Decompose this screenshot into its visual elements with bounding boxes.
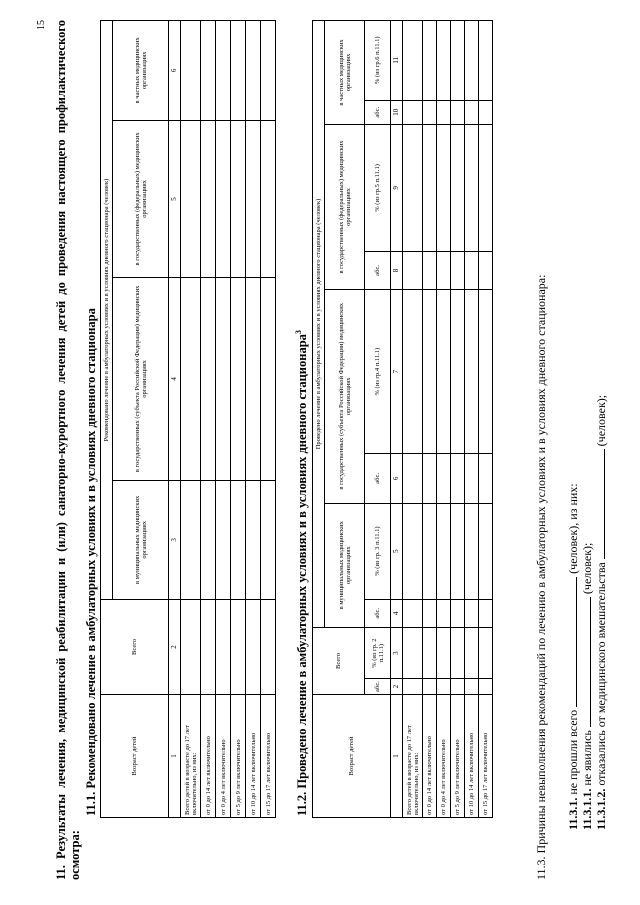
table2-pct: % (из гр.5 п.11.1)	[365, 124, 391, 251]
table1-row-label: от 10 до 14 лет включительно	[246, 695, 261, 818]
table1-row-label: от 5 до 9 лет включительно	[231, 695, 246, 818]
table2-num: 6	[391, 454, 403, 503]
input-blank[interactable]	[590, 597, 591, 727]
table2-group-header: Проведено лечение в амбулаторных условиях и в условиях дневного стационара (человек)	[313, 21, 325, 628]
rotated-page	[36, 20, 640, 880]
table2-pct: % (из гр. 2 п.11.1)	[365, 627, 391, 678]
table2-abs: абс.	[365, 454, 391, 503]
section-heading-text: 11. Результаты лечения, медицинской реабилитации и (или) санаторно-курортного лечения детей до проведения настоящего профилактического осмотра:	[54, 20, 82, 880]
table2-pct: % (из гр.4 п.11.1)	[365, 290, 391, 454]
reason-item-2	[580, 543, 594, 830]
reason-item-num: 11.3.1.1.	[580, 788, 594, 830]
table2-abs: абс.	[365, 679, 391, 695]
table1-num: 6	[169, 21, 181, 121]
table2-num: 4	[391, 599, 403, 627]
table2-title	[294, 330, 310, 816]
page-number: 15	[36, 20, 47, 30]
reason-item-text: (человек);	[594, 394, 608, 447]
table2-row-label: от 5 до 9 лет включительно	[451, 695, 465, 818]
table1-col-mun: в муниципальных медицинских организациях	[113, 480, 169, 599]
table1-group-header: Рекомендовано лечение в амбулаторных условиях и в условиях дневного стационара (человек)	[101, 21, 113, 600]
reason-item-text: (человек);	[580, 542, 594, 595]
reason-item-num: 11.3.1.	[566, 797, 580, 830]
footnote-mark: 3	[294, 330, 303, 335]
table2-num: 5	[391, 503, 403, 599]
table1-row-label: от 15 до 17 лет включительно	[261, 695, 276, 818]
section-heading	[54, 20, 82, 880]
table1-num: 2	[169, 600, 181, 695]
table2-abs: абс.	[365, 100, 391, 124]
table2-col-total: Всего	[313, 627, 365, 694]
table2-num: 10	[391, 100, 403, 124]
table2-row-label: Всего детей в возрасте до 17 лет включительно, из них:	[403, 695, 423, 818]
table2	[312, 20, 493, 818]
table1-col-state-fed: в государственных (федеральных) медицинских организациях	[113, 120, 169, 277]
table2-row-label: от 0 до 14 лет включительно	[423, 695, 437, 818]
table1-row-label: Всего детей в возрасте до 17 лет включительно, из них:	[181, 695, 201, 818]
table2-col-state-fed: в государственных (федеральных) медицинских организациях	[325, 124, 365, 289]
table2-abs: абс.	[365, 599, 391, 627]
table1-num: 4	[169, 278, 181, 480]
table2-col-private: в частных медицинских организациях	[325, 21, 365, 125]
table2-num: 1	[391, 695, 403, 818]
table1-col-age: Возраст детей	[101, 695, 169, 818]
input-blank[interactable]	[576, 577, 577, 707]
table2-num: 7	[391, 290, 403, 454]
table2-title-text: 11.2. Проведено лечение в амбулаторных условиях и в условиях дневного стационара	[295, 334, 310, 816]
reason-item-3	[594, 395, 608, 830]
reason-item-text: не прошли всего	[566, 709, 580, 795]
table2-num: 9	[391, 124, 403, 251]
reason-item-text: (человек), из них:	[566, 483, 580, 574]
table2-col-age: Возраст детей	[313, 695, 391, 818]
table2-col-mun: в муниципальных медицинских организациях	[325, 503, 365, 627]
table2-col-state-subj: в государственных (субъекта Российской Федерации) медицинских организациях	[325, 290, 365, 503]
table1	[100, 20, 276, 818]
reason-item-1	[566, 483, 580, 830]
table1-col-state-subj: в государственных (субъекта Российской Федерации) медицинских организациях	[113, 278, 169, 480]
table1-col-private: в частных медицинских организациях	[113, 21, 169, 121]
table1-title: 11.1. Рекомендовано лечение в амбулаторных условиях и в условиях дневного стационара	[84, 308, 98, 816]
table2-row-label: от 10 до 14 лет включительно	[465, 695, 479, 818]
table2-num: 3	[391, 627, 403, 678]
table1-col-total: Всего	[101, 600, 169, 695]
reasons-heading: 11.3. Причины невыполнения рекомендаций по лечению в амбулаторных условиях и в условиях дневного стационара:	[534, 274, 548, 880]
table2-row-label: от 0 до 4 лет включительно	[437, 695, 451, 818]
table2-row-label: от 15 до 17 лет включительно	[479, 695, 493, 818]
table2-pct: % (из гр. 3 п.11.1)	[365, 503, 391, 599]
table1-row-label: от 0 до 14 лет включительно	[201, 695, 216, 818]
table2-pct: % (из гр.6 п.11.1)	[365, 21, 391, 101]
reason-item-text: отказались от медицинского вмешательства	[594, 562, 608, 786]
table1-num: 1	[169, 695, 181, 818]
table2-abs: абс.	[365, 251, 391, 289]
table2-num: 8	[391, 251, 403, 289]
table1-num: 5	[169, 120, 181, 277]
reason-item-text: не явились	[580, 730, 594, 786]
table2-num: 11	[391, 21, 403, 101]
table1-num: 3	[169, 480, 181, 599]
table1-row-label: от 0 до 4 лет включительно	[216, 695, 231, 818]
input-blank[interactable]	[604, 449, 605, 559]
table2-num: 2	[391, 679, 403, 695]
reason-item-num: 11.3.1.2.	[594, 788, 608, 830]
